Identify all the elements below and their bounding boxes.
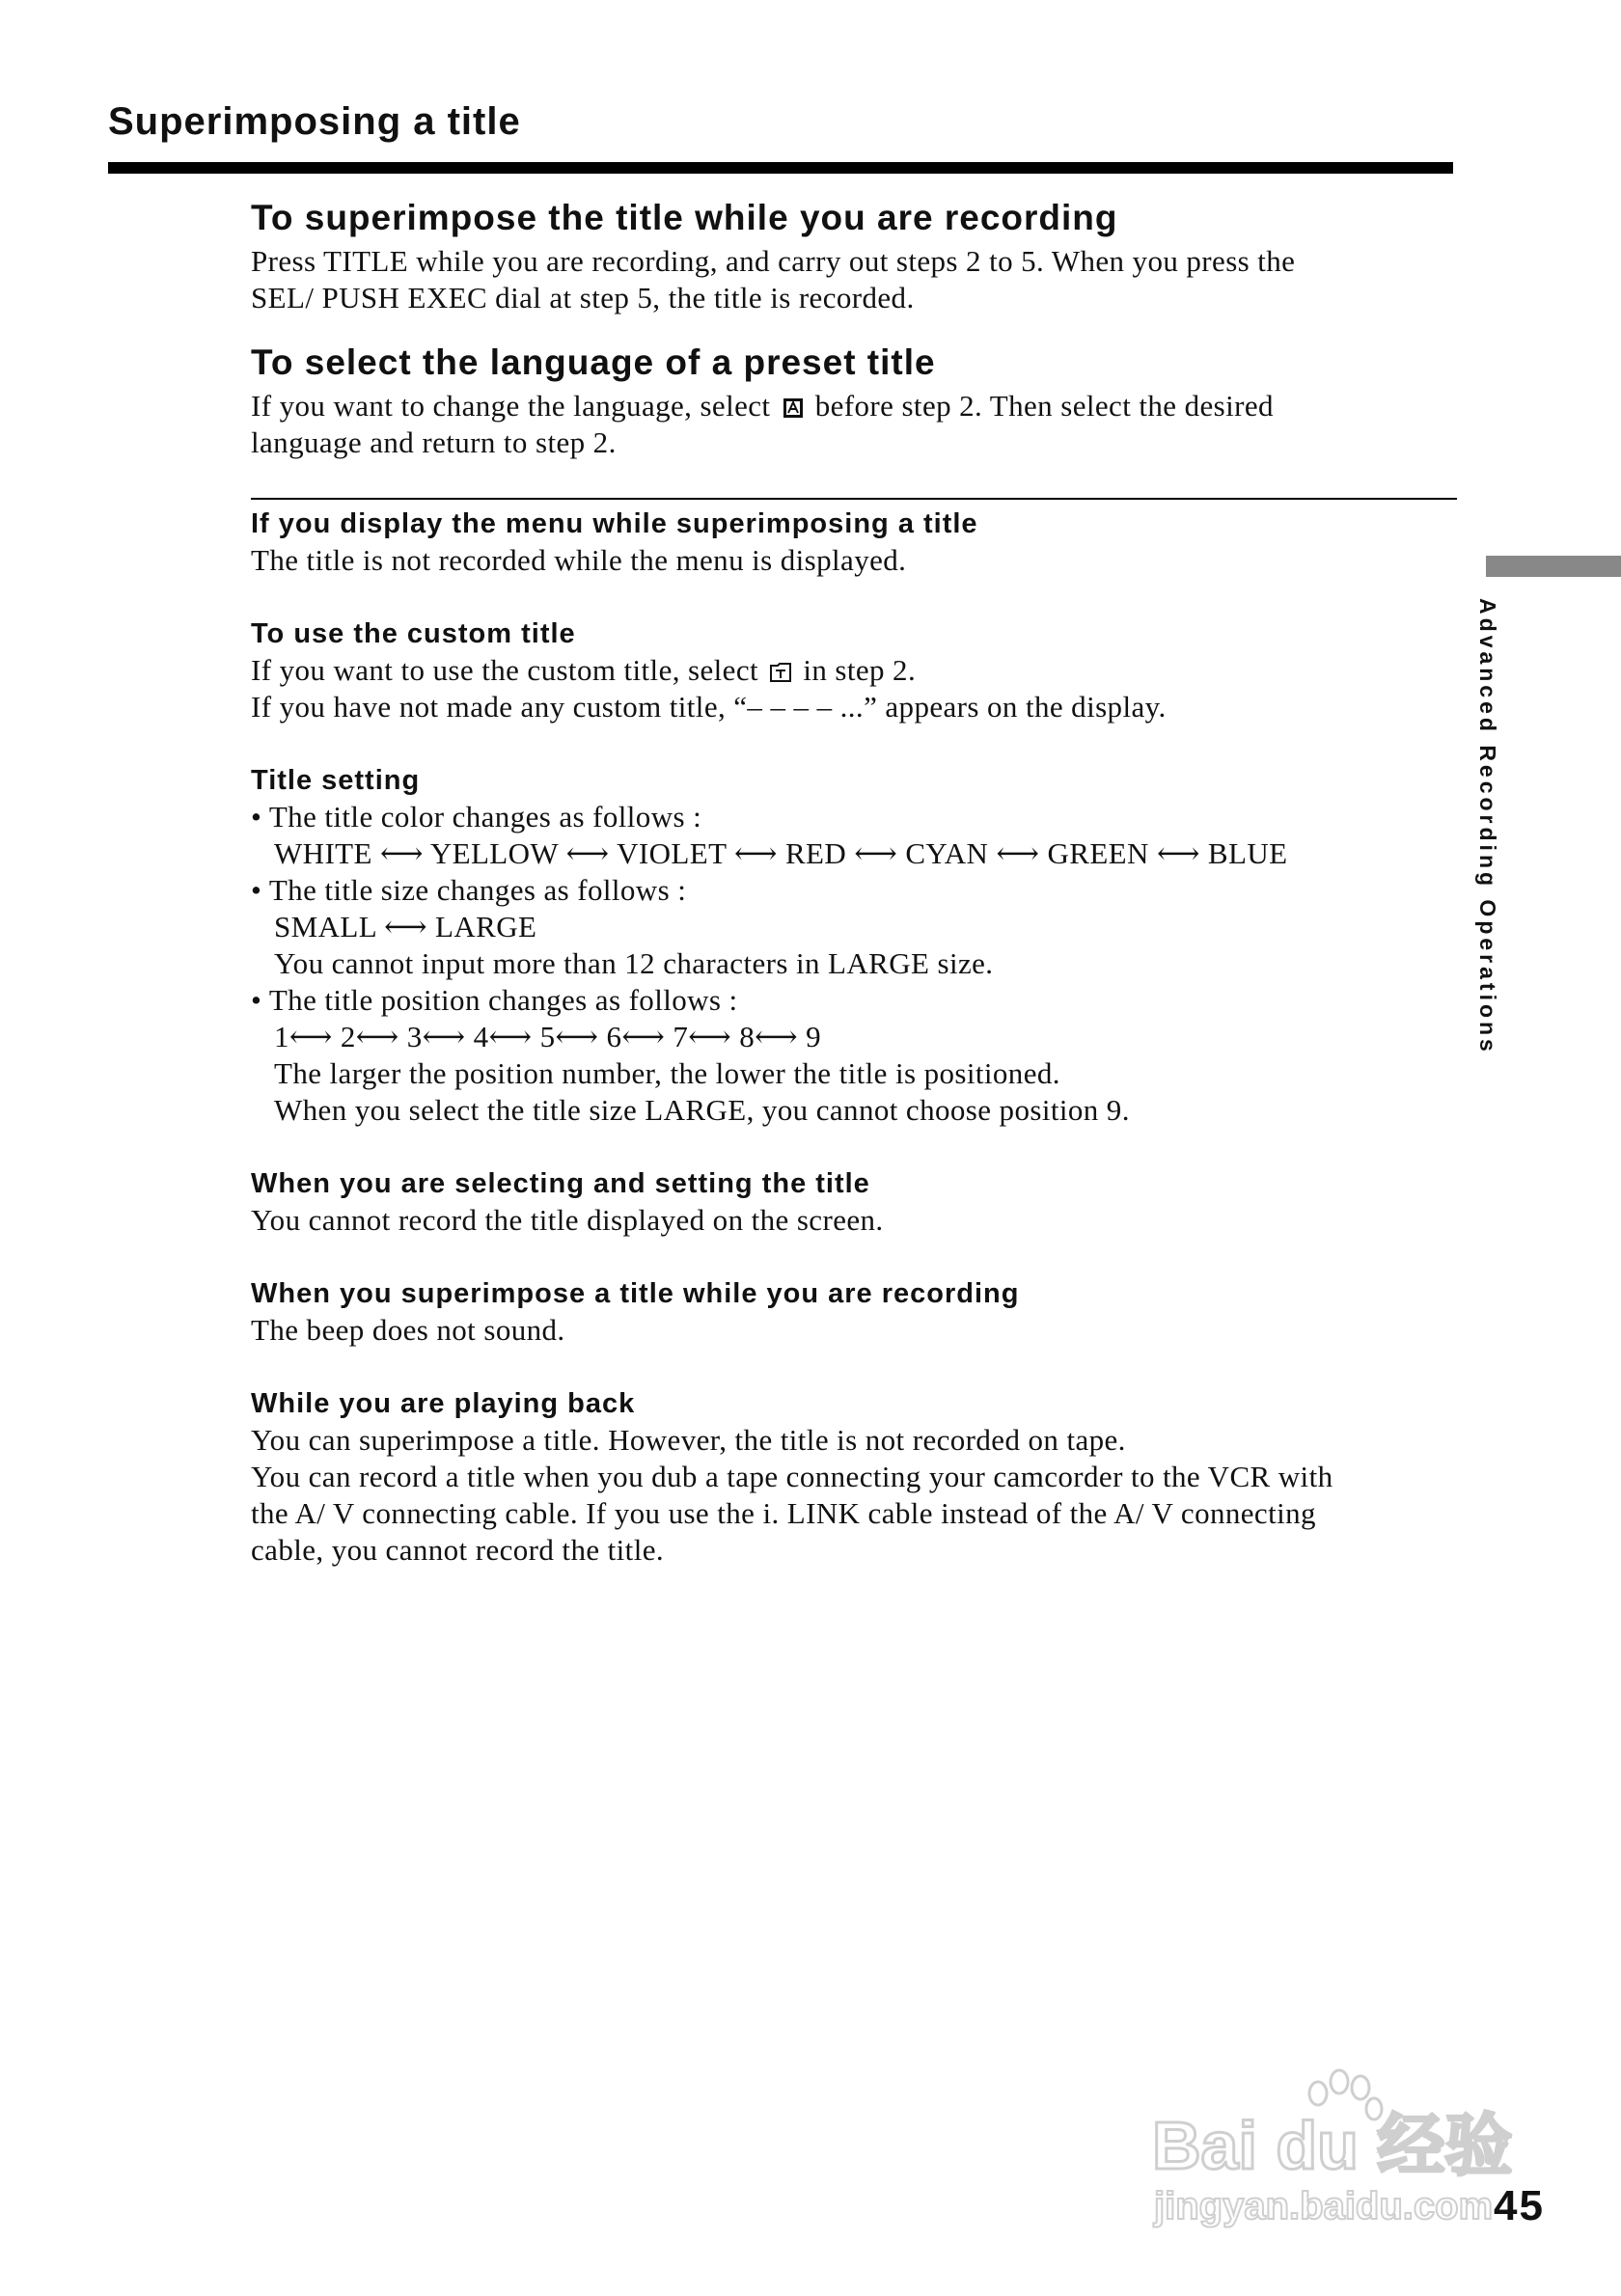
page-number: 45 xyxy=(1494,2182,1545,2229)
text-fragment: before step 2. Then select the desired xyxy=(814,389,1274,423)
position-note: The larger the position number, the lower the title is positioned. xyxy=(274,1056,1060,1090)
note-text: If you have not made any custom title, “– – – – ...” appears on the display. xyxy=(251,690,1167,724)
note-heading-recording: When you superimpose a title while you are recording xyxy=(251,1278,1020,1309)
language-select-icon xyxy=(783,397,804,419)
note-text: cable, you cannot record the title. xyxy=(251,1533,665,1567)
note-text xyxy=(251,652,1457,689)
bullet-size: • The title size changes as follows : xyxy=(251,873,687,907)
text-fragment: in step 2. xyxy=(803,653,917,687)
bullet-color: • The title color changes as follows : xyxy=(251,800,702,834)
section-heading-select-language: To select the language of a preset title xyxy=(251,342,936,382)
note-text: The beep does not sound. xyxy=(251,1313,565,1347)
custom-title-icon xyxy=(770,662,791,683)
section-text-line: language and return to step 2. xyxy=(251,425,617,459)
note-heading-title-setting: Title setting xyxy=(251,765,421,796)
main-content xyxy=(251,193,1457,1569)
section-text-line: Press TITLE while you are recording, and carry out steps 2 to 5. When you press the xyxy=(251,244,1296,278)
baidu-watermark xyxy=(1146,2055,1513,2228)
color-sequence: WHITE ⟷ YELLOW ⟷ VIOLET ⟷ RED ⟷ CYAN ⟷ GREEN ⟷ BLUE xyxy=(274,836,1288,870)
watermark-url: jingyan.baidu.com xyxy=(1154,2185,1494,2228)
size-note: You cannot input more than 12 characters in LARGE size. xyxy=(274,946,994,980)
chapter-tab-marker xyxy=(1486,556,1621,577)
page-title: Superimposing a title xyxy=(108,100,521,143)
title-rule xyxy=(108,162,1453,174)
position-sequence: 1⟷ 2⟷ 3⟷ 4⟷ 5⟷ 6⟷ 7⟷ 8⟷ 9 xyxy=(274,1020,822,1053)
note-heading-menu: If you display the menu while superimposing a title xyxy=(251,508,978,539)
section-text-line xyxy=(251,388,1457,424)
position-note: When you select the title size LARGE, you cannot choose position 9. xyxy=(274,1093,1130,1127)
text-fragment: If you want to change the language, select xyxy=(251,389,771,423)
bullet-position: • The title position changes as follows : xyxy=(251,983,738,1017)
section-divider xyxy=(251,498,1457,500)
note-text: You can record a title when you dub a tape connecting your camcorder to the VCR with xyxy=(251,1460,1333,1493)
note-text: You cannot record the title displayed on the screen. xyxy=(251,1203,884,1237)
note-heading-playback: While you are playing back xyxy=(251,1388,636,1419)
section-heading-superimpose-while-recording: To superimpose the title while you are recording xyxy=(251,198,1118,237)
text-fragment: If you want to use the custom title, select xyxy=(251,653,758,687)
section-text-line: SEL/ PUSH EXEC dial at step 5, the title is recorded. xyxy=(251,281,915,314)
note-text: the A/ V connecting cable. If you use the i. LINK cable instead of the A/ V connecting xyxy=(251,1496,1316,1530)
size-sequence: SMALL ⟷ LARGE xyxy=(274,910,537,943)
chapter-label: Advanced Recording Operations xyxy=(1475,598,1500,1055)
note-text: The title is not recorded while the menu is displayed. xyxy=(251,543,907,577)
watermark-brand: Bai du 经验 xyxy=(1152,2108,1513,2183)
note-text: You can superimpose a title. However, the title is not recorded on tape. xyxy=(251,1423,1126,1457)
note-heading-selecting: When you are selecting and setting the title xyxy=(251,1168,870,1199)
note-heading-custom-title: To use the custom title xyxy=(251,618,576,649)
